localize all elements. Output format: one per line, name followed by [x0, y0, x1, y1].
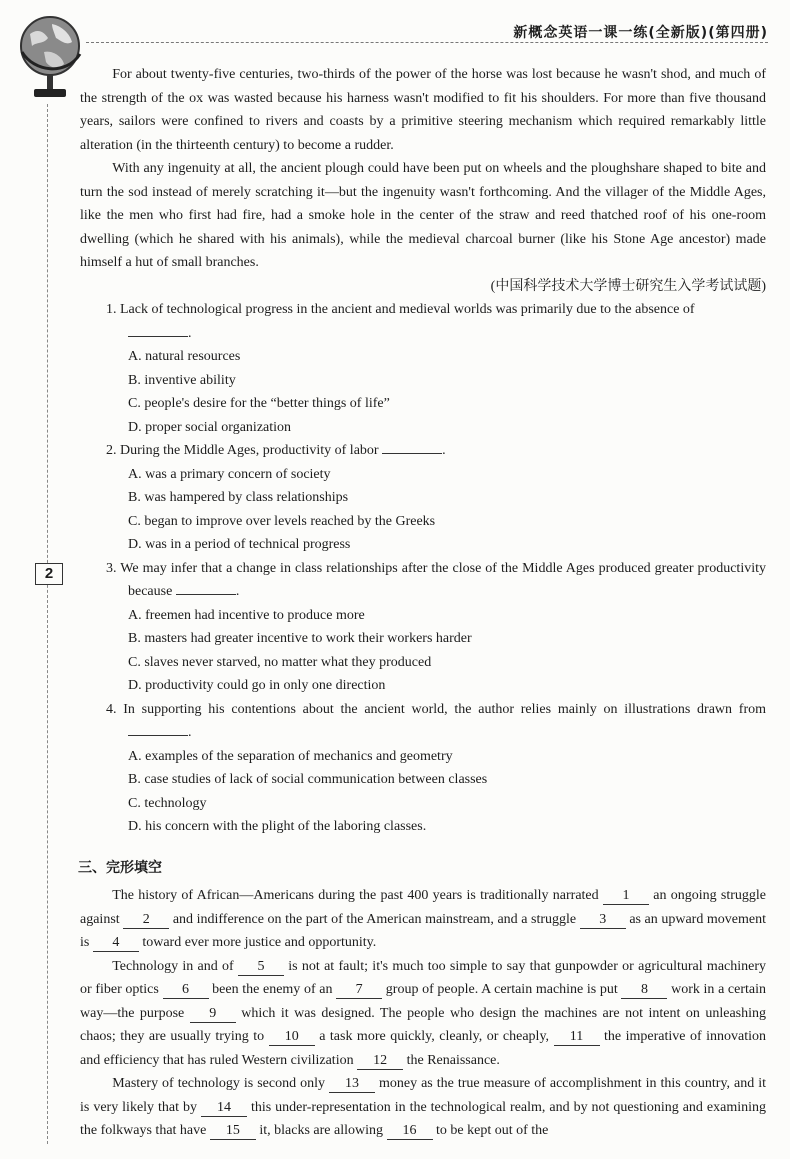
question-stem: 2. During the Middle Ages, productivity of labor — [106, 443, 379, 458]
option: C. began to improve over levels reached by the Greeks — [128, 513, 436, 529]
cloze-blank-5: 5 — [238, 958, 284, 976]
question-2: 2. During the Middle Ages, productivity of labor . A. was a primary concern of society B. was hampered by class relationships C. began to improve over levels reached by the Greeks D. was in a period of technical progress — [80, 439, 766, 557]
cloze-text: The history of African—Americans during the past 400 years is traditionally narrated — [112, 888, 599, 903]
cloze-blank-9: 9 — [190, 1005, 236, 1023]
header-rule — [86, 42, 768, 43]
cloze-text: and indifference on the part of the American mainstream, and a struggle — [172, 911, 577, 927]
cloze-text: a task more quickly, cleanly, or cheaply, — [319, 1029, 550, 1044]
cloze-text: as an upward movement is — [80, 911, 767, 950]
cloze-text: the imperative of innovation and efficiency that has ruled Western civilization — [80, 1029, 767, 1068]
source-note: (中国科学技术大学博士研究生入学考试试题) — [490, 278, 766, 294]
cloze-blank-7: 7 — [336, 981, 382, 999]
option: A. was a primary concern of society — [128, 466, 331, 482]
cloze-text: to be kept out of the — [436, 1123, 549, 1138]
option: B. case studies of lack of social communication between classes — [128, 772, 488, 787]
cloze-text: which it was designed. The people who design the machines are not intent on unleashing chaos; they are usually trying to — [80, 1005, 767, 1044]
cloze-blank-4: 4 — [93, 934, 139, 952]
cloze-paragraph — [80, 955, 766, 1073]
cloze-text: this under-representation in the technological realm, and by not questioning and examining the folkways that have — [80, 1099, 767, 1138]
cloze-blank-13: 13 — [329, 1075, 375, 1093]
answer-blank — [176, 580, 236, 595]
option: B. inventive ability — [128, 372, 236, 388]
book-title: 新概念英语一课一练(全新版)(第四册) — [513, 25, 768, 41]
cloze-blank-1: 1 — [603, 887, 649, 905]
option: A. examples of the separation of mechanics and geometry — [128, 748, 453, 764]
question-stem: 3. We may infer that a change in class relationships after the close of the Middle Ages produced greater productivity because — [106, 560, 766, 599]
cloze-text: money as the true measure of accomplishment in this country, and it is very likely that by — [80, 1076, 767, 1115]
option: C. slaves never starved, no matter what they produced — [128, 654, 432, 670]
passage-paragraph: With any ingenuity at all, the ancient plough could have been put on wheels and the ploughshare shaped to bite and turn the sod instead of merely scratching it—but the ingenuity wasn't forthcoming. And the villager of the Middle Ages, like the men who first had fire, had a smoke hole in the center of the straw and reed thatched roof of his one-room dwelling (which he shared with his animals), while the medieval charcoal burner (like his Stone Age ancestor) made himself a hut of small branches. — [80, 161, 766, 270]
cloze-paragraph — [80, 884, 766, 955]
cloze-text: toward ever more justice and opportunity. — [142, 935, 377, 950]
cloze-text: is not at fault; it's much too simple to say that gunpowder or agricultural machinery or fiber optics — [80, 958, 767, 997]
answer-blank — [382, 439, 442, 454]
cloze-paragraph — [80, 1072, 766, 1143]
cloze-blank-6: 6 — [163, 981, 209, 999]
option: C. people's desire for the “better things of life” — [128, 396, 390, 411]
cloze-text: group of people. A certain machine is put — [385, 982, 618, 997]
question-4: 4. In supporting his contentions about the ancient world, the author relies mainly on illustrations drawn from . A. examples of the separation of mechanics and geometry B. case studies of lack of social communication between classes C. technology D. his concern with the plight of the laboring classes. — [80, 698, 766, 839]
option: B. was hampered by class relationships — [128, 490, 349, 505]
page-content — [80, 63, 766, 1143]
option: A. freemen had incentive to produce more — [128, 607, 365, 623]
question-1: 1. Lack of technological progress in the ancient and medieval worlds was primarily due to the absence of . A. natural resources B. inventive ability C. people's desire for the “better things of life” D. proper social organization — [80, 298, 766, 439]
passage-paragraph: For about twenty-five centuries, two-thirds of the power of the horse was lost because he wasn't shod, and much of the strength of the ox was wasted because his harness wasn't modified to fit his shoulders. For more than five thousand years, sailors were confined to rivers and coasts by a primitive steering mechanism which required remarkably little alteration (in the thirteenth century) to become a rudder. — [80, 67, 766, 153]
cloze-text: the Renaissance. — [406, 1052, 500, 1068]
cloze-blank-15: 15 — [210, 1122, 256, 1140]
cloze-text: work in a certain way—the purpose — [80, 982, 767, 1021]
sidebar-rule — [47, 104, 48, 1144]
cloze-text: Mastery of technology is second only — [112, 1076, 325, 1091]
question-stem: 1. Lack of technological progress in the ancient and medieval worlds was primarily due to the absence of — [106, 302, 695, 317]
cloze-blank-16: 16 — [387, 1122, 433, 1140]
answer-blank — [128, 721, 188, 736]
page-number: 2 — [35, 563, 63, 585]
answer-blank — [128, 322, 188, 337]
cloze-blank-12: 12 — [357, 1052, 403, 1070]
cloze-text: it, blacks are allowing — [259, 1123, 383, 1138]
cloze-text: been the enemy of an — [212, 982, 333, 997]
option: D. his concern with the plight of the laboring classes. — [128, 819, 427, 834]
section-heading: 三、完形填空 — [78, 859, 162, 876]
option: A. natural resources — [128, 349, 241, 364]
option: D. productivity could go in only one direction — [128, 678, 386, 693]
cloze-blank-11: 11 — [554, 1028, 600, 1046]
cloze-blank-10: 10 — [269, 1028, 315, 1046]
option: D. was in a period of technical progress — [128, 537, 351, 552]
cloze-blank-8: 8 — [621, 981, 667, 999]
cloze-text: an ongoing struggle against — [80, 888, 767, 927]
cloze-text: Technology in and of — [112, 958, 234, 974]
question-3: 3. We may infer that a change in class relationships after the close of the Middle Ages produced greater productivity because . A. freemen had incentive to produce more B. masters had greater incentive to work their workers harder C. slaves never starved, no matter what they produced D. productivity could go in only one direction — [80, 557, 766, 698]
option: B. masters had greater incentive to work their workers harder — [128, 631, 472, 646]
cloze-blank-14: 14 — [201, 1099, 247, 1117]
question-stem: 4. In supporting his contentions about the ancient world, the author relies mainly on illustrations drawn from — [106, 701, 766, 717]
option: C. technology — [128, 795, 207, 811]
cloze-blank-3: 3 — [580, 911, 626, 929]
cloze-blank-2: 2 — [123, 911, 169, 929]
option: D. proper social organization — [128, 419, 292, 435]
